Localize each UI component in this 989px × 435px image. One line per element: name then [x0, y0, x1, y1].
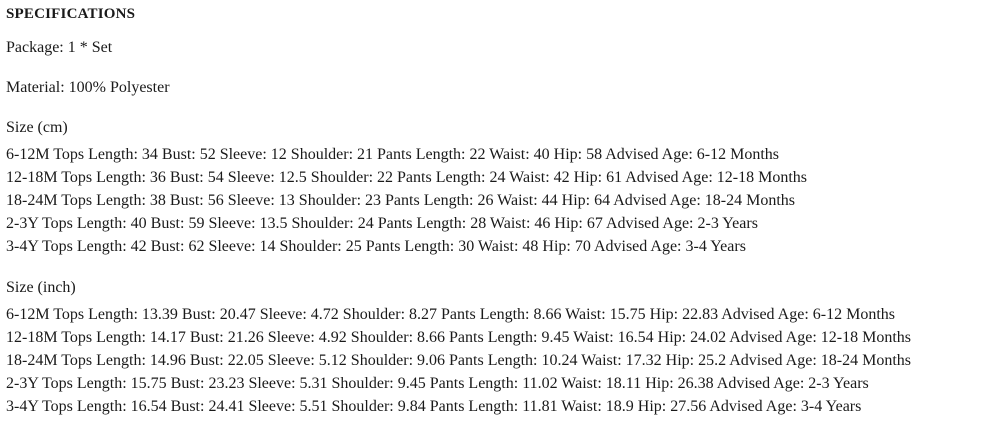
size-cm-row: 12-18M Tops Length: 36 Bust: 54 Sleeve: 12.5 Shoulder: 22 Pants Length: 24 Waist: 42 Hip: 61 Advised Age: 12-18 Months	[6, 169, 807, 186]
size-cm-block	[6, 143, 989, 258]
size-cm-heading: Size (cm)	[6, 119, 68, 136]
size-cm-row: 18-24M Tops Length: 38 Bust: 56 Sleeve: 13 Shoulder: 23 Pants Length: 26 Waist: 44 Hip: 64 Advised Age: 18-24 Months	[6, 192, 795, 209]
size-inch-row: 6-12M Tops Length: 13.39 Bust: 20.47 Sleeve: 4.72 Shoulder: 8.27 Pants Length: 8.66 Waist: 15.75 Hip: 22.83 Advised Age: 6-12 Months	[6, 306, 895, 323]
size-inch-heading: Size (inch)	[6, 279, 76, 296]
size-cm-row: 6-12M Tops Length: 34 Bust: 52 Sleeve: 12 Shoulder: 21 Pants Length: 22 Waist: 40 Hip: 58 Advised Age: 6-12 Months	[6, 146, 779, 163]
page-title: SPECIFICATIONS	[6, 6, 136, 22]
size-inch-row: 18-24M Tops Length: 14.96 Bust: 22.05 Sleeve: 5.12 Shoulder: 9.06 Pants Length: 10.24 Waist: 17.32 Hip: 25.2 Advised Age: 18-24 Months	[6, 352, 911, 369]
size-inch-row: 2-3Y Tops Length: 15.75 Bust: 23.23 Sleeve: 5.31 Shoulder: 9.45 Pants Length: 11.02 Waist: 18.11 Hip: 26.38 Advised Age: 2-3 Years	[6, 375, 869, 392]
size-inch-block	[6, 303, 989, 418]
size-inch-row: 12-18M Tops Length: 14.17 Bust: 21.26 Sleeve: 4.92 Shoulder: 8.66 Pants Length: 9.45 Waist: 16.54 Hip: 24.02 Advised Age: 12-18 Months	[6, 329, 911, 346]
size-cm-row: 2-3Y Tops Length: 40 Bust: 59 Sleeve: 13.5 Shoulder: 24 Pants Length: 28 Waist: 46 Hip: 67 Advised Age: 2-3 Years	[6, 215, 758, 232]
package-line: Package: 1 * Set	[6, 39, 113, 56]
size-cm-row: 3-4Y Tops Length: 42 Bust: 62 Sleeve: 14 Shoulder: 25 Pants Length: 30 Waist: 48 Hip: 70 Advised Age: 3-4 Years	[6, 238, 746, 255]
size-inch-row: 3-4Y Tops Length: 16.54 Bust: 24.41 Sleeve: 5.51 Shoulder: 9.84 Pants Length: 11.81 Waist: 18.9 Hip: 27.56 Advised Age: 3-4 Years	[6, 398, 862, 415]
material-line: Material: 100% Polyester	[6, 79, 170, 96]
